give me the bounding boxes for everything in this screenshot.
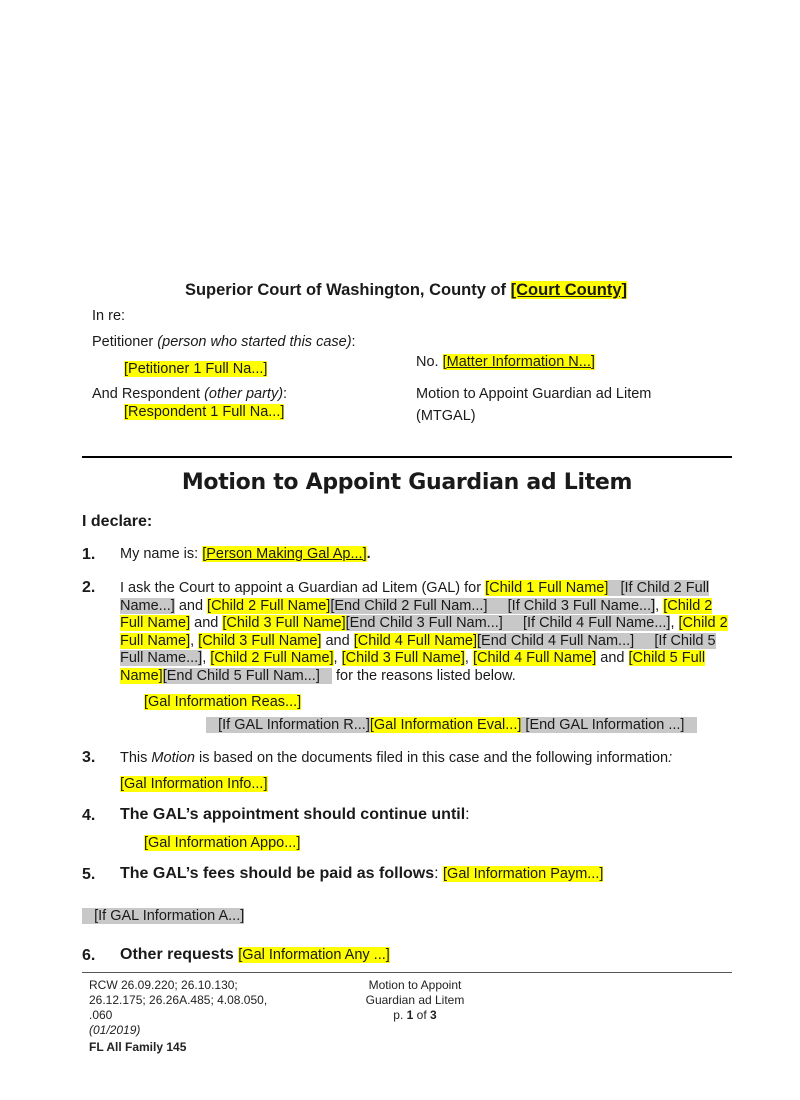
- item-number-5: 5.: [82, 866, 96, 883]
- footer-citation: [89, 978, 319, 1055]
- child-3-field-c[interactable]: [Child 3 Full Name]: [341, 650, 465, 667]
- if-child-4-field[interactable]: [If Child 4 Full Name...]: [522, 615, 671, 632]
- petitioner-label: Petitioner (person who started this case):: [92, 334, 356, 350]
- petitioner-name-field[interactable]: [Petitioner 1 Full Na...]: [124, 361, 268, 377]
- court-heading: [0, 281, 800, 300]
- rcw-line-2: 26.12.175; 26.26A.485; 4.08.050,: [89, 993, 268, 1007]
- gal-appointment-field[interactable]: [Gal Information Appo...]: [144, 835, 301, 851]
- form-code: FL All Family 145: [89, 1040, 187, 1054]
- child-2-field-d[interactable]: [Child 2 Full Name]: [210, 650, 334, 667]
- item-5: The GAL’s fees should be paid as follows: [Gal Information Paym...]: [120, 865, 604, 882]
- if-gal-info-a-field[interactable]: [If GAL Information A...]: [82, 908, 244, 924]
- page-indicator: p. 1 of 3: [393, 1008, 437, 1022]
- if-child-5-field[interactable]: [If Child 5 Full Name...]: [120, 632, 716, 667]
- child-1-field[interactable]: [Child 1 Full Name]: [485, 580, 609, 596]
- if-gal-info-field[interactable]: [If GAL Information R...]: [206, 717, 370, 733]
- header-divider: [82, 456, 732, 458]
- child-2-field[interactable]: [Child 2 Full Name]: [207, 597, 331, 614]
- matter-number-field[interactable]: [Matter Information N...]: [442, 354, 595, 370]
- item-number-2: 2.: [82, 579, 96, 596]
- item-3: This Motion is based on the documents filed in this case and the following information:: [120, 750, 673, 766]
- court-county-field[interactable]: [Court County]: [510, 281, 628, 299]
- document-name: Motion to Appoint Guardian ad Litem: [416, 386, 652, 402]
- rcw-line-1: RCW 26.09.220; 26.10.130;: [89, 978, 238, 992]
- gal-payment-field[interactable]: [Gal Information Paym...]: [443, 866, 604, 882]
- respondent-name-field[interactable]: [Respondent 1 Full Na...]: [124, 404, 285, 420]
- child-4-field-b[interactable]: [Child 4 Full Name]: [472, 650, 597, 667]
- declare-heading: I declare:: [82, 513, 153, 530]
- court-prefix: Superior Court of Washington, County of: [184, 281, 511, 299]
- child-2-field-c[interactable]: [Child 2 Full Name]: [120, 615, 728, 649]
- respondent-label: And Respondent (other party):: [92, 386, 288, 402]
- form-date: (01/2019): [89, 1023, 141, 1037]
- if-child-3-field[interactable]: [If Child 3 Full Name...]: [507, 597, 656, 614]
- item-4: The GAL’s appointment should continue until:: [120, 806, 470, 823]
- gal-info-field[interactable]: [Gal Information Info...]: [120, 776, 268, 792]
- item-number-1: 1.: [82, 546, 96, 563]
- item-1: My name is: [Person Making Gal Ap...].: [120, 546, 371, 562]
- footer-center: [340, 978, 490, 1023]
- child-2-field-b[interactable]: [Child 2 Full Name]: [120, 597, 713, 632]
- rcw-line-3: .060: [89, 1008, 113, 1022]
- end-child-4-field[interactable]: [End Child 4 Full Nam...]: [477, 633, 654, 649]
- item-number-4: 4.: [82, 807, 96, 824]
- in-re-label: In re:: [92, 308, 126, 324]
- child-3-field-b[interactable]: [Child 3 Full Name]: [198, 632, 322, 649]
- end-child-2-field[interactable]: [End Child 2 Full Nam...]: [330, 598, 507, 614]
- if-child-2-field[interactable]: [If Child 2 Full Name...]: [120, 580, 710, 614]
- child-3-field[interactable]: [Child 3 Full Name]: [222, 615, 346, 632]
- case-number: No. [Matter Information N...]: [416, 354, 595, 370]
- item-number-6: 6.: [82, 947, 96, 964]
- footer-title-1: Motion to Appoint: [368, 978, 462, 992]
- end-child-3-field[interactable]: [End Child 3 Full Nam...]: [346, 615, 523, 631]
- gal-evaluation-field[interactable]: [Gal Information Eval...]: [369, 717, 522, 733]
- end-child-5-field[interactable]: [End Child 5 Full Nam...]: [163, 668, 332, 684]
- other-requests-field[interactable]: [Gal Information Any ...]: [238, 947, 390, 963]
- page-title: Motion to Appoint Guardian ad Litem: [181, 470, 633, 495]
- item-number-3: 3.: [82, 749, 96, 766]
- child-4-field[interactable]: [Child 4 Full Name]: [353, 632, 478, 649]
- footer-title-2: Guardian ad Litem: [365, 993, 465, 1007]
- child-5-field[interactable]: [Child 5 Full Name]: [120, 650, 706, 684]
- item-2-paragraph: I ask the Court to appoint a Guardian ad Litem (GAL) for [Child 1 Full Name] [If Child 2 Full Name...] and [Child 2 Full Name][End Child 2 Full Nam...] [If Child 3 Full Name...], [Child 2 Full Name] and [Child 3 Full Name][End Child 3 Full Nam...] [If Child 4 Full Name...], [Child 2 Full Name], [Child 3 Full Name] and [Child 4 Full Name][End Child 4 Full Nam...] [If Child 5 Full Name...], [Child 2 Full Name], [Child 3 Full Name], [Child 4 Full Name] and [Child 5 Full Name][End Child 5 Full Nam...] for the reasons listed below.: [120, 580, 728, 684]
- gal-evaluation-line: [206, 717, 697, 733]
- person-name-field[interactable]: [Person Making Gal Ap...]: [202, 546, 367, 562]
- end-gal-info-field[interactable]: [End GAL Information ...]: [521, 717, 696, 733]
- item-6: Other requests [Gal Information Any ...]: [120, 946, 390, 963]
- gal-reason-field[interactable]: [Gal Information Reas...]: [144, 694, 302, 710]
- document-code: (MTGAL): [416, 408, 476, 424]
- footer-divider: [82, 972, 732, 973]
